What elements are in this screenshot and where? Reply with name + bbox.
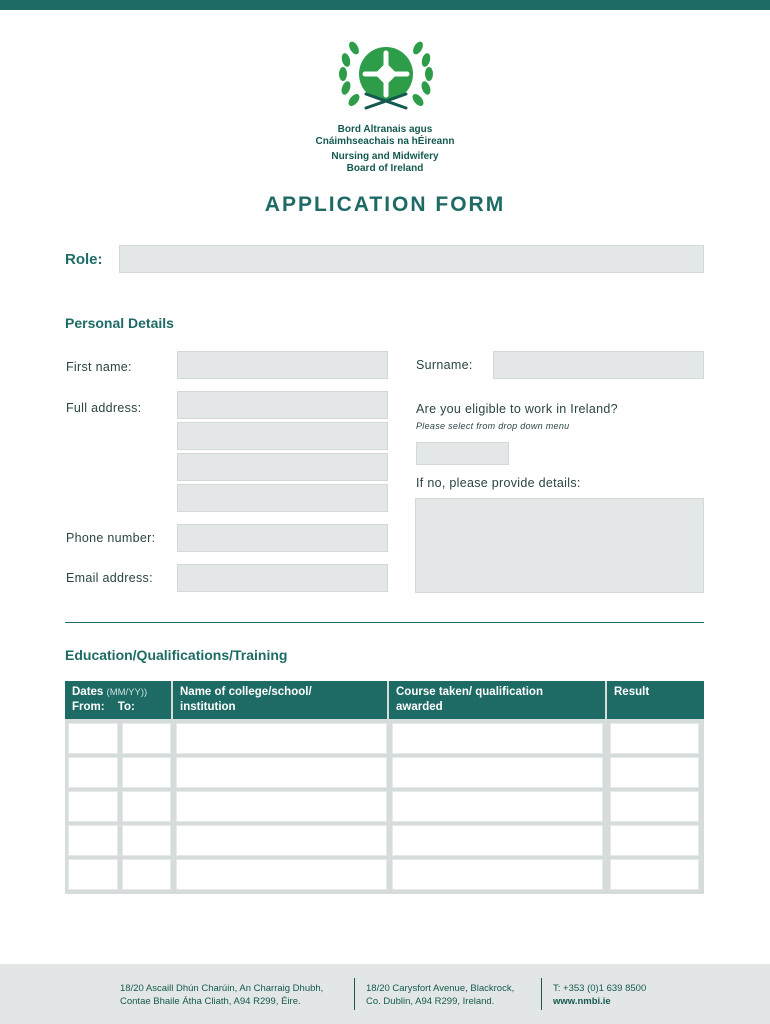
result-cell[interactable] (610, 723, 699, 754)
footer-address-irish (120, 982, 323, 1008)
footer-separator (354, 978, 355, 1010)
footer-address-english (366, 982, 514, 1008)
top-accent-bar (0, 0, 770, 10)
footer-english-line1: 18/20 Carysfort Avenue, Blackrock, (366, 983, 515, 994)
email-input[interactable] (177, 564, 388, 592)
first-name-label: First name: (66, 360, 132, 374)
course-cell[interactable] (392, 859, 603, 890)
course-cell[interactable] (392, 723, 603, 754)
header-course-line2: awarded (396, 701, 443, 713)
personal-details-heading: Personal Details (65, 315, 174, 331)
surname-label: Surname: (416, 358, 473, 372)
footer-phone: T: +353 (0)1 639 8500 (553, 983, 647, 994)
institution-cell[interactable] (176, 825, 387, 856)
page-title: APPLICATION FORM (264, 193, 506, 216)
institution-cell[interactable] (176, 791, 387, 822)
org-english-line1: Nursing and Midwifery (331, 151, 439, 162)
header-course-line1: Course taken/ qualification (396, 686, 543, 698)
footer-separator (541, 978, 542, 1010)
result-cell[interactable] (610, 825, 699, 856)
eligibility-question: Are you eligible to work in Ireland? (416, 402, 618, 416)
org-name-english (300, 151, 470, 175)
from-date-cell[interactable] (68, 859, 118, 890)
section-divider (65, 622, 704, 623)
course-cell[interactable] (392, 757, 603, 788)
footer-english-line2: Co. Dublin, A94 R299, Ireland. (366, 996, 495, 1007)
from-date-cell[interactable] (68, 757, 118, 788)
phone-input[interactable] (177, 524, 388, 552)
result-cell[interactable] (610, 757, 699, 788)
role-label: Role: (65, 251, 103, 268)
eligibility-hint: Please select from drop down menu (416, 421, 570, 431)
education-table (65, 681, 704, 894)
header-from-label: From: (72, 701, 105, 713)
header-dates-label: Dates (72, 686, 104, 698)
org-english-line2: Board of Ireland (346, 163, 424, 174)
to-date-cell[interactable] (122, 723, 171, 754)
header-dates (65, 681, 171, 719)
from-date-cell[interactable] (68, 825, 118, 856)
institution-cell[interactable] (176, 723, 387, 754)
details-textarea[interactable] (415, 498, 704, 593)
header-result-label: Result (614, 686, 650, 698)
phone-label: Phone number: (66, 531, 156, 545)
address-line3-input[interactable] (177, 453, 388, 481)
org-irish-line1: Bord Altranais agus (337, 124, 433, 135)
surname-input[interactable] (493, 351, 704, 379)
address-line4-input[interactable] (177, 484, 388, 512)
to-date-cell[interactable] (122, 859, 171, 890)
address-line1-input[interactable] (177, 391, 388, 419)
from-date-cell[interactable] (68, 791, 118, 822)
header-institution-line2: institution (180, 701, 236, 713)
header-course (389, 681, 605, 719)
eligibility-dropdown[interactable] (416, 442, 509, 465)
footer-irish-line2: Contae Bhaile Átha Cliath, A94 R299, Éire. (120, 996, 301, 1007)
to-date-cell[interactable] (122, 825, 171, 856)
email-label: Email address: (66, 571, 153, 585)
details-label: If no, please provide details: (416, 476, 581, 490)
to-date-cell[interactable] (122, 757, 171, 788)
header-dates-format: (MM/YY)) (106, 687, 148, 698)
org-name-irish (300, 124, 470, 148)
header-result (607, 681, 704, 719)
course-cell[interactable] (392, 791, 603, 822)
header-institution-line1: Name of college/school/ (180, 686, 312, 698)
institution-cell[interactable] (176, 859, 387, 890)
to-date-cell[interactable] (122, 791, 171, 822)
address-line2-input[interactable] (177, 422, 388, 450)
result-cell[interactable] (610, 791, 699, 822)
from-date-cell[interactable] (68, 723, 118, 754)
nmbi-logo-icon (336, 36, 436, 120)
result-cell[interactable] (610, 859, 699, 890)
header-institution (173, 681, 387, 719)
course-cell[interactable] (392, 825, 603, 856)
first-name-input[interactable] (177, 351, 388, 379)
footer-contact (553, 982, 646, 1008)
education-heading: Education/Qualifications/Training (65, 647, 288, 663)
footer-irish-line1: 18/20 Ascaill Dhún Charúin, An Charraig Dhubh, (120, 983, 324, 994)
org-irish-line2: Cnáimhseachais na hÉireann (315, 136, 455, 147)
role-input[interactable] (119, 245, 704, 273)
institution-cell[interactable] (176, 757, 387, 788)
header-to-label: To: (117, 701, 135, 713)
address-label: Full address: (66, 401, 142, 415)
footer-website-link[interactable]: www.nmbi.ie (553, 996, 611, 1007)
